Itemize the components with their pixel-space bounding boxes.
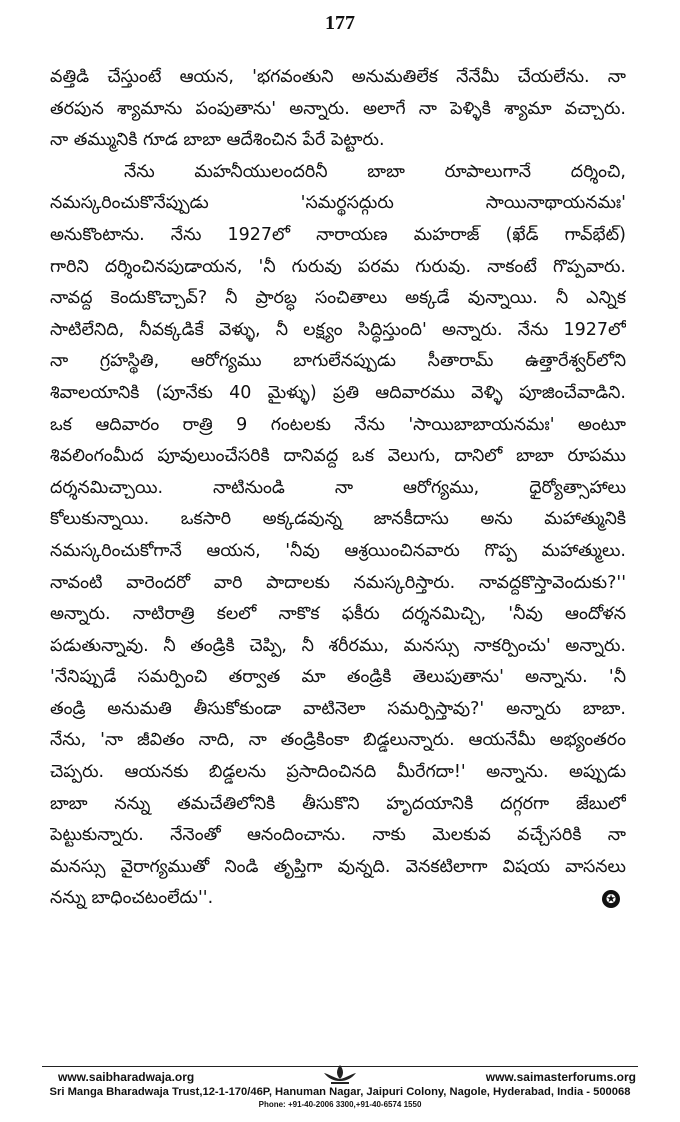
footer-link-left[interactable]: www.saibharadwaja.org (58, 1070, 195, 1084)
text-line: తండ్రి అనుమతి తీసుకోకుండా వాటినెలా సమర్పిస్తావు?' అన్నారు బాబా. (50, 698, 626, 719)
text-line-final (50, 883, 626, 915)
text-line: సాటిలేనిది, నీవక్కడికే వెళ్ళు, నీ లక్ష్యం సిద్ధిస్తుంది' అన్నారు. నేను 1927లో (50, 319, 626, 340)
text-line: నమస్కరించుకోగానే ఆయన, 'నీవు ఆశ్రయించినవారు గొప్ప మహాత్ములు. (50, 540, 626, 561)
text-line: నావంటి వారెందరో వారి పాదాలకు నమస్కరిస్తారు. నావద్దకొస్తావెందుకు?'' (50, 572, 626, 593)
text-line: గారిని దర్శించినపుడాయన, 'నీ గురువు పరమ గురువు. నాకంటే గొప్పవారు. (50, 256, 626, 277)
footer-phone: Phone: +91-40-2006 3300,+91-40-6574 1550 (258, 1100, 422, 1109)
star-in-circle-icon: ✪ (602, 890, 620, 908)
body-text (50, 62, 626, 915)
text-line: నేను మహనీయులందరినీ బాబా రూపాలుగానే దర్శించి, (124, 161, 626, 182)
text-line: శివాలయానికి (పూనేకు 40 మైళ్ళు) ప్రతి ఆదివారము వెళ్ళి పూజించేవాడిని. (50, 382, 626, 403)
text-line: 'నేనిప్పుడే సమర్పించి తర్వాత మా తండ్రికి తెలుపుతాను' అన్నాను. 'నీ (50, 667, 626, 688)
page-number: 177 (325, 12, 355, 34)
text-line: నావద్ద కెందుకొచ్చావ్? నీ ప్రారబ్ధ సంచితాలు అక్కడే వున్నాయి. నీ ఎన్నిక (50, 288, 626, 309)
text-line: కోలుకున్నాయి. ఒకసారి అక్కడవున్న జానకీదాసు అను మహాత్మునికి (50, 509, 626, 530)
text-line: నేను, 'నా జీవితం నాది, నా తండ్రికింకా బిడ్డలున్నారు. ఆయనేమీ అభ్యంతరం (50, 730, 626, 751)
text-line: మనస్సు వైరాగ్యముతో నిండి తృప్తిగా వున్నది. వెనకటిలాగా విషయ వాసనలు (50, 856, 626, 877)
text-line: వత్తిడి చేస్తుంటే ఆయన, 'భగవంతుని అనుమతిలేక నేనేమీ చేయలేను. నా (50, 67, 626, 87)
footer-address: Sri Manga Bharadwaja Trust,12-1-170/46P, Hanuman Nagar, Jaipuri Colony, Nagole, Hyderabad, India - 500068 (49, 1086, 631, 1098)
text-line: బాబా నన్ను తమచేతిలోనికి తీసుకొని హృదయానికి దగ్గరగా జేబులో (50, 793, 626, 814)
text-line: అన్నారు. నాటిరాత్రి కలలో నాకొక ఫకీరు దర్శనమిచ్చి, 'నీవు ఆందోళన (50, 604, 626, 625)
text-line: నమస్కరించుకొనేప్పుడు 'సమర్థసద్గురు సాయినాథాయనమః' (50, 193, 626, 214)
text-line: నా గ్రహస్థితి, ఆరోగ్యము బాగులేనప్పుడు సీతారామ్ ఉత్తారేశ్వర్‌లోని (50, 351, 626, 372)
text-line: నన్ను బాధించటంలేదు''. (50, 888, 214, 909)
text-line: అనుకొంటాను. నేను 1927లో నారాయణ మహరాజ్ (ఖేడ్ గావ్‌భేట్) (50, 224, 626, 245)
footer-link-right[interactable]: www.saimasterforums.org (485, 1070, 636, 1084)
text-line: నా తమ్మునికి గూడ బాబా ఆదేశించిన పేరే పెట్టారు. (50, 130, 385, 151)
text-line: చెప్పరు. ఆయనకు బిడ్డలను ప్రసాదించినది మీరేగదా!' అన్నాను. అప్పుడు (50, 762, 626, 783)
text-line: శివలింగంమీద పూవులుంచేసరికి దానివద్ద ఒక వెలుగు, దానిలో బాబా రూపము (50, 446, 626, 467)
text-line: పెట్టుకున్నారు. నేనెంతో ఆనందించాను. నాకు మెలకువ వచ్చేసరికి నా (50, 825, 626, 846)
text-line: తరపున శ్యామాను పంపుతాను' అన్నారు. అలాగే నా పెళ్ళికి శ్యామా వచ్చారు. (50, 98, 626, 119)
lotus-emblem-icon (321, 1063, 359, 1085)
text-line: ఒక ఆదివారం రాత్రి 9 గంటలకు నేను 'సాయిబాబాయనమః' అంటూ (50, 414, 626, 435)
text-line: దర్శనమిచ్చాయి. నాటినుండి నా ఆరోగ్యము, ధైర్యోత్సాహాలు (50, 477, 626, 498)
text-line: పడుతున్నావు. నీ తండ్రికి చెప్పి, నీ శరీరము, మనస్సు నాకర్పించు' అన్నారు. (50, 635, 626, 656)
